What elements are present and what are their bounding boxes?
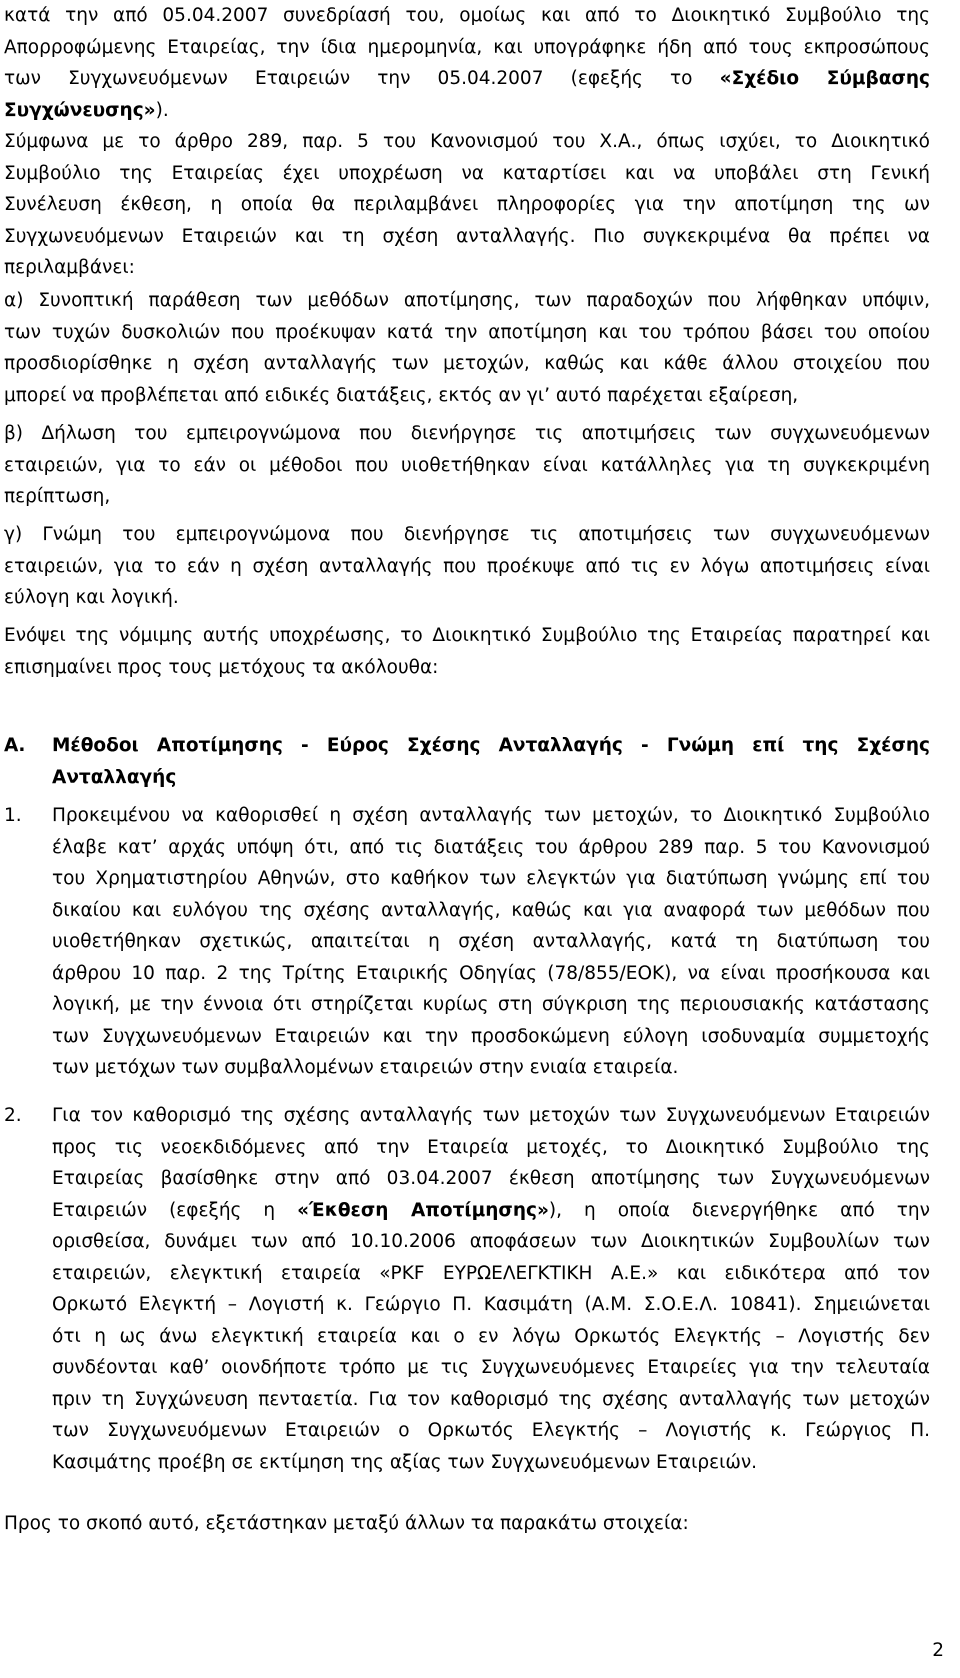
- text-line: προς τις νεοεκδιδόμενες από την Εταιρεία μετοχές, το Διοικητικό Συμβούλιο της: [52, 1136, 930, 1158]
- text-line: Συμβούλιο της Εταιρείας έχει υποχρέωση να καταρτίσει και να υποβάλει στη Γενική: [4, 162, 930, 184]
- text-line: των μετόχων των συμβαλλομένων εταιρειών στην ενιαία εταιρεία.: [52, 1057, 679, 1078]
- text-line: εύλογη και λογική.: [4, 587, 179, 608]
- text-line: Προς το σκοπό αυτό, εξετάστηκαν μεταξύ άλλων τα παρακάτω στοιχεία:: [4, 1513, 689, 1534]
- list-item-c: [4, 519, 930, 614]
- text-line: Σύμφωνα με το άρθρο 289, παρ. 5 του Κανονισμού του Χ.Α., όπως ισχύει, το Διοικητικό: [4, 131, 930, 152]
- closing-paragraph: [4, 1508, 930, 1540]
- text-line: Για τον καθορισμό της σχέσης ανταλλαγής των μετοχών των Συγχωνευόμενων Εταιρειών: [52, 1105, 930, 1126]
- text-line: πριν τη Συγχώνευση πενταετία. Για τον καθορισμό της σχέσης ανταλλαγής των μετοχών: [52, 1388, 930, 1410]
- text-line: [4, 63, 930, 95]
- text-line: δικαίου και ευλόγου της σχέσης ανταλλαγής, καθώς και για αναφορά των μεθόδων που: [52, 899, 930, 921]
- text-line: εταιρειών, ελεγκτική εταιρεία «PKF ΕΥΡΩΕΛΕΓΚΤΙΚΗ Α.Ε.» και ειδικότερα από τον: [52, 1262, 930, 1284]
- text-line: Κασιμάτης προέβη σε εκτίμηση της αξίας των Συγχωνευόμενων Εταιρειών.: [52, 1451, 758, 1473]
- text-line: περιλαμβάνει:: [4, 257, 135, 278]
- text-run: Εταιρειών (εφεξής η: [52, 1199, 298, 1221]
- text-line: προσδιορίσθηκε η σχέση ανταλλαγής των μετοχών, καθώς και κάθε άλλου στοιχείου που: [4, 353, 930, 374]
- text-line: [52, 1195, 930, 1227]
- text-line: Ανταλλαγής: [52, 766, 177, 788]
- numbered-point-1: [4, 800, 930, 1084]
- text-line: λογική, με την έννοια ότι στηρίζεται κυρίως στη σύγκριση της περιουσιακής κατάστασης: [52, 994, 930, 1015]
- point-number: 2.: [4, 1105, 22, 1126]
- text-run: των Συγχωνευόμενων Εταιρειών την 05.04.2007 (εφεξής το: [4, 68, 720, 89]
- text-line: περίπτωση,: [4, 486, 111, 507]
- text-line: εταιρειών, για το εάν οι μέθοδοι που υιοθετήθηκαν είναι κατάλληλες για τη συγκεκριμένη: [4, 454, 930, 476]
- section-title: [52, 730, 930, 793]
- text-line: Μέθοδοι Αποτίμησης - Εύρος Σχέσης Ανταλλαγής - Γνώμη επί της Σχέσης: [52, 735, 930, 756]
- intro-paragraph: [4, 0, 930, 126]
- text-line: επισημαίνει προς τους μετόχους τα ακόλουθα:: [4, 656, 439, 678]
- text-line: γ) Γνώμη του εμπειρογνώμονα που διενήργησε τις αποτιμήσεις των συγχωνευόμενων: [4, 524, 930, 545]
- point-number: 1.: [4, 805, 22, 826]
- numbered-point-2: [4, 1100, 930, 1480]
- text-run: ).: [155, 99, 169, 121]
- text-line: Εταιρείας βασίσθηκε στην από 03.04.2007 έκθεση αποτίμησης των Συγχωνευόμενων: [52, 1168, 930, 1189]
- text-line: Ενόψει της νόμιμης αυτής υποχρέωσης, το Διοικητικό Συμβούλιο της Εταιρείας παρατηρεί και: [4, 625, 930, 646]
- list-item-a: [4, 285, 930, 411]
- page-number: 2: [932, 1640, 944, 1661]
- text-line: Απορροφώμενης Εταιρείας, την ίδια ημερομηνία, και υπογράφηκε ήδη από τους εκπροσώπους: [4, 36, 930, 58]
- text-line: Προκειμένου να καθορισθεί η σχέση ανταλλαγής των μετοχών, το Διοικητικό Συμβούλιο: [52, 805, 930, 826]
- text-line: των τυχών δυσκολιών που προέκυψαν κατά την αποτίμηση και του τρόπου βάσει του οποίου: [4, 321, 930, 343]
- point-body: [52, 1100, 930, 1478]
- list-item-b: [4, 418, 930, 513]
- text-line: Ορκωτό Ελεγκτή – Λογιστή κ. Γεώργιο Π. Κασιμάτη (Α.Μ. Σ.Ο.Ε.Λ. 10841). Σημειώνεται: [52, 1294, 930, 1315]
- text-line: εταιρειών, για το εάν η σχέση ανταλλαγής που προέκυψε από τις εν λόγω αποτιμήσεις είναι: [4, 555, 930, 577]
- text-line: των Συγχωνευόμενων Εταιρειών και την προσδοκώμενη εύλογη ισοδυναμία συμμετοχής: [52, 1025, 930, 1047]
- text-line: συνδέονται καθ’ οιονδήποτε τρόπο με τις Συγχωνευόμενες Εταιρείες για την τελευταία: [52, 1357, 930, 1378]
- text-line: του Χρηματιστηρίου Αθηνών, στο καθήκον των ελεγκτών για διατύπωση γνώμης επί του: [52, 868, 930, 889]
- text-line: άρθρου 10 παρ. 2 της Τρίτης Εταιρικής Οδηγίας (78/855/ΕΟΚ), να είναι προσήκουσα και: [52, 962, 930, 984]
- text-line: α) Συνοπτική παράθεση των μεθόδων αποτίμησης, των παραδοχών που λήφθηκαν υπόψιν,: [4, 290, 930, 311]
- text-line: Συγχωνευόμενων Εταιρειών και τη σχέση ανταλλαγής. Πιο συγκεκριμένα θα πρέπει να: [4, 225, 930, 247]
- section-heading: [4, 730, 930, 794]
- text-line: β) Δήλωση του εμπειρογνώμονα που διενήργησε τις αποτιμήσεις των συγχωνευόμενων: [4, 423, 930, 444]
- text-line: ότι η ως άνω ελεγκτική εταιρεία και ο εν λόγω Ορκωτός Ελεγκτής – Λογιστής δεν: [52, 1325, 930, 1347]
- article-paragraph: [4, 126, 930, 284]
- section-label: Α.: [4, 735, 26, 756]
- text-line: έλαβε κατ’ αρχάς υπόψη ότι, από τις διατάξεις του άρθρου 289 παρ. 5 του Κανονισμού: [52, 836, 930, 858]
- text-line: Συνέλευση έκθεση, η οποία θα περιλαμβάνει πληροφορίες για την αποτίμηση της ων: [4, 194, 930, 215]
- point-body: [52, 800, 930, 1084]
- text-line: των Συγχωνευόμενων Εταιρειών ο Ορκωτός Ελεγκτής – Λογιστής κ. Γεώργιος Π.: [52, 1420, 930, 1441]
- defined-term: «Σχέδιο Σύμβασης: [719, 68, 930, 89]
- text-line: [4, 95, 930, 127]
- text-line: κατά την από 05.04.2007 συνεδρίασή του, ομοίως και από το Διοικητικό Συμβούλιο της: [4, 5, 930, 26]
- notice-paragraph: [4, 620, 930, 683]
- text-line: ορισθείσα, δυνάμει των από 10.10.2006 αποφάσεων των Διοικητικών Συμβουλίων των: [52, 1231, 930, 1252]
- defined-term: Συγχώνευσης»: [4, 99, 156, 121]
- defined-term: «Έκθεση Αποτίμησης»: [297, 1199, 549, 1221]
- text-line: υιοθετήθηκαν σχετικώς, απαιτείται η σχέση ανταλλαγής, κατά τη διατύπωση του: [52, 931, 930, 952]
- text-run: ), η οποία διενεργήθηκε από την: [548, 1199, 930, 1221]
- text-line: μπορεί να προβλέπεται από ειδικές διατάξεις, εκτός αν γι’ αυτό παρέχεται εξαίρεση,: [4, 384, 799, 406]
